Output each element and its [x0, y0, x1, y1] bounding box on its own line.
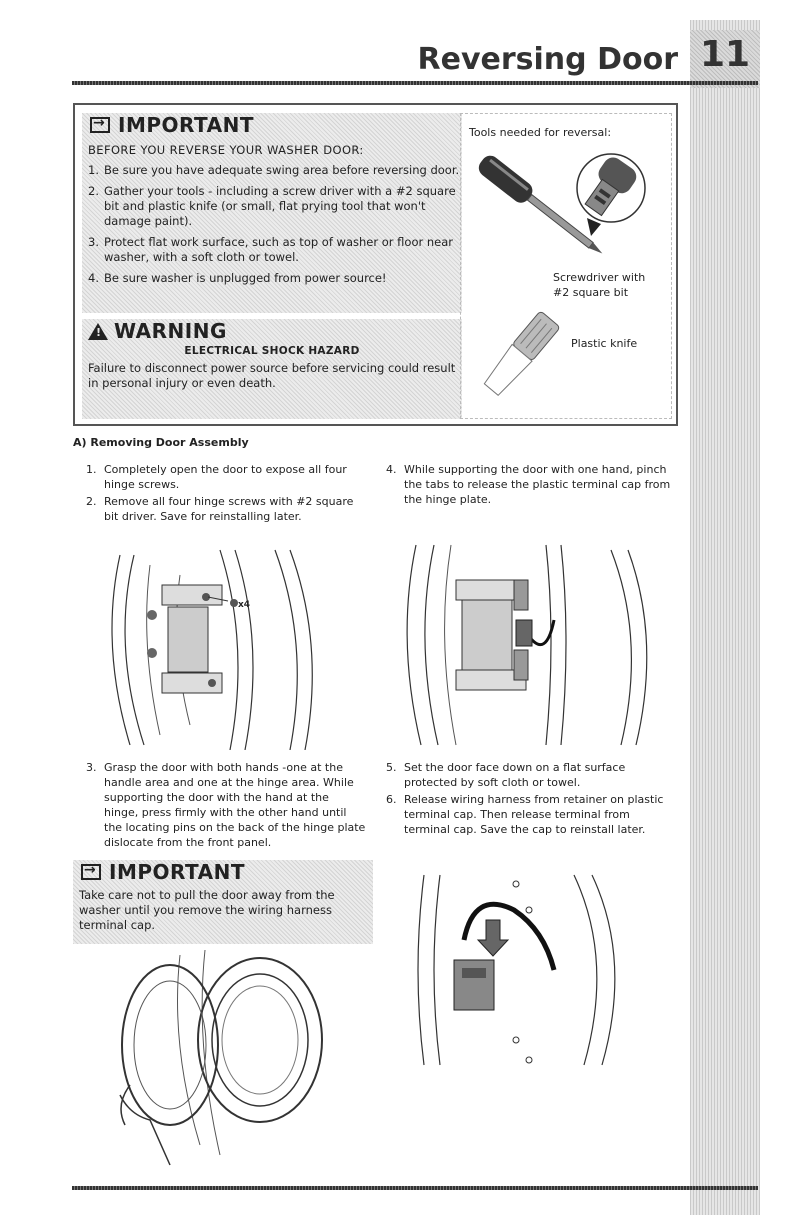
page-number: 11 [699, 34, 751, 75]
step-5 [386, 760, 676, 790]
item-text: Be sure washer is unplugged from power source! [104, 271, 387, 285]
important-panel-2 [73, 860, 373, 944]
step-4 [386, 462, 676, 507]
item-number: 4. [88, 271, 99, 285]
step-text: Completely open the door to expose all four hinge screws. [104, 463, 347, 491]
warning-panel [82, 319, 462, 419]
terminal-cap-figure [396, 540, 666, 750]
step-1 [86, 462, 358, 492]
warning-subtitle: ELECTRICAL SHOCK HAZARD [184, 345, 360, 357]
step-number: 6. [386, 793, 397, 806]
important-panel [82, 113, 462, 313]
important-arrow-icon [90, 117, 110, 133]
important-item [88, 163, 462, 178]
bottom-rule [72, 1186, 758, 1190]
item-number: 3. [88, 235, 99, 249]
warning-body: Failure to disconnect power source before servicing could result in personal injury or even death. [88, 361, 456, 390]
step-number: 1. [86, 463, 97, 476]
item-number: 1. [88, 163, 99, 177]
important-arrow-icon [81, 864, 101, 880]
step-number: 5. [386, 761, 397, 774]
hinge-screws-figure [100, 545, 350, 750]
step-text: While supporting the door with one hand, pinch the tabs to release the plastic terminal cap from the hinge plate. [404, 463, 671, 506]
item-number: 2. [88, 184, 99, 198]
step-text: Remove all four hinge screws with #2 square bit driver. Save for reinstalling later. [104, 495, 354, 523]
important-title-2: IMPORTANT [109, 860, 245, 884]
side-tab-strip [690, 20, 760, 1215]
important-item [88, 235, 462, 265]
step-number: 3. [86, 761, 97, 774]
warning-header [82, 319, 462, 343]
section-heading: A) Removing Door Assembly [73, 436, 249, 449]
knife-caption: Plastic knife [571, 337, 638, 350]
important-list [82, 163, 462, 286]
step-6 [386, 792, 676, 837]
important-title: IMPORTANT [118, 113, 254, 137]
screwdriver-caption: Screwdriver with #2 square bit [553, 271, 646, 299]
step-text: Grasp the door with both hands -one at the handle area and one at the hinge area. While supporting the door with the hand at the hinge, press firmly with the other hand until the locating pins on the back of the hinge plate dislocate from the front panel. [104, 761, 366, 849]
item-text: Gather your tools - including a screw driver with a #2 square bit and plastic knife (or small, flat prying tool that won't damage paint). [104, 184, 456, 228]
important-subtitle: BEFORE YOU REVERSE YOUR WASHER DOOR: [88, 143, 364, 157]
important-item [88, 271, 462, 286]
screwdriver-icon [465, 150, 665, 270]
important-item [88, 184, 462, 229]
tools-panel [460, 113, 672, 419]
step-2 [86, 494, 358, 524]
page-title: Reversing Door [417, 42, 678, 77]
important-header [82, 113, 462, 137]
screw-count-label: x4 [238, 600, 251, 610]
notice-box [73, 103, 678, 426]
top-rule [72, 81, 758, 85]
step-3 [86, 760, 366, 850]
wiring-harness-figure [404, 870, 664, 1070]
step-text: Release wiring harness from retainer on plastic terminal cap. Then release terminal from terminal cap. Save the cap to reinstall later. [404, 793, 664, 836]
plastic-knife-icon [469, 308, 569, 408]
step-text: Set the door face down on a flat surface protected by soft cloth or towel. [404, 761, 626, 789]
warning-title: WARNING [114, 319, 227, 343]
item-text: Protect flat work surface, such as top of washer or floor near washer, with a soft cloth or towel. [104, 235, 453, 264]
warning-triangle-icon [88, 323, 108, 340]
step-number: 2. [86, 495, 97, 508]
important-body-2: Take care not to pull the door away from the washer until you remove the wiring harness terminal cap. [79, 888, 335, 932]
tools-heading: Tools needed for reversal: [469, 126, 612, 139]
step-number: 4. [386, 463, 397, 476]
item-text: Be sure you have adequate swing area before reversing door. [104, 163, 460, 177]
important-header-2 [73, 860, 373, 884]
door-removal-figure [110, 945, 350, 1170]
